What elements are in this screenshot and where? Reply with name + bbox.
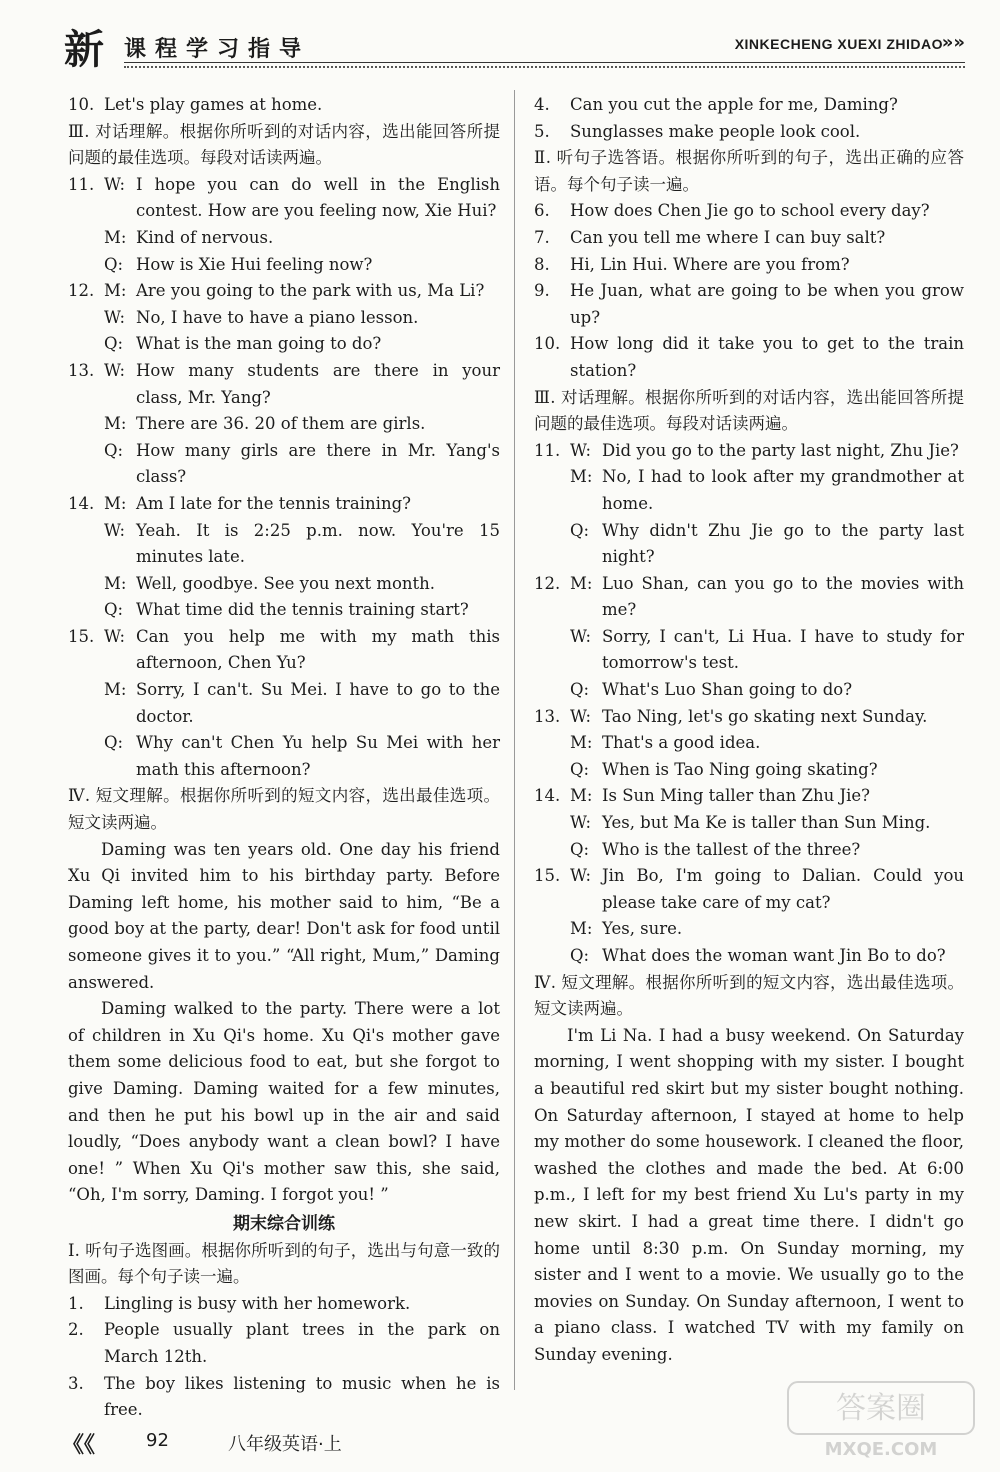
watermark-text: MXQE.COM [824,1439,938,1460]
item-number [68,305,104,332]
item-number [68,225,104,252]
section-instruction: Ⅰ. 听句子选图画。根据你所听到的句子，选出与句意一致的图画。每个句子读一遍。 [68,1240,500,1287]
left-column [68,92,500,1424]
line-text: Hi, Lin Hui. Where are you from? [570,254,850,274]
line-text: What does the woman want Jin Bo to do? [602,946,946,965]
line-text: Who is the tallest of the three? [602,839,861,859]
item-number [68,518,104,571]
speaker-label: M: [104,493,127,513]
speaker-label: W: [104,307,126,327]
dialog-line [534,704,964,731]
dialog-line [68,225,500,252]
dialog-line [68,677,500,730]
item-number [534,624,570,677]
item-number: 3. [68,1373,84,1393]
speaker-label: W: [104,174,126,194]
dialog-line [68,331,500,358]
line-text: Can you tell me where I can buy salt? [570,227,886,247]
speaker-label: W: [570,866,592,886]
footer-grade: 八年级英语·上 [228,1434,342,1455]
speaker-label: M: [104,227,127,247]
question-line [68,1317,500,1370]
item-number: 11. [68,174,95,194]
question-line [68,1291,500,1318]
dialog-line [534,571,964,624]
line-text: Why can't Chen Yu help Su Mei with her math this afternoon? [136,733,500,779]
dialog-line [534,624,964,677]
line-text: No, I have to have a piano lesson. [136,307,419,327]
speaker-label: W: [570,706,592,726]
dialog-line [534,943,964,970]
dialog-line [534,677,964,704]
item-number [534,837,570,864]
line-text: No, I had to look after my grandmother at home. [602,467,964,513]
line-text: Luo Shan, can you go to the movies with me? [602,573,964,620]
item-number: 11. [534,440,561,460]
item-number [534,730,570,757]
item-number: 10. [534,334,561,354]
speaker-label: W: [570,440,592,460]
line-text: How many students are there in your class, Mr. Yang? [136,360,500,407]
line-text: Let's play games at home. [104,95,323,114]
section-instruction: Ⅲ. 对话理解。根据你所听到的对话内容，选出能回答所提问题的最佳选项。每段对话读两遍。 [68,121,500,168]
section-instruction: Ⅳ. 短文理解。根据你所听到的短文内容，选出最佳选项。短文读两遍。 [534,972,964,1019]
item-number: 1. [68,1293,84,1313]
question-line [534,198,964,225]
question-line [534,225,964,252]
line-text: Am I late for the tennis training? [136,493,411,513]
dialog-line [534,464,964,517]
page-header [60,27,965,73]
dialog-line [68,730,500,783]
item-number [68,331,104,358]
line-text: What is the man going to do? [136,334,382,354]
item-number: 4. [534,95,550,114]
item-number [68,730,104,783]
speaker-label: Q: [570,839,590,859]
line-text: Are you going to the park with us, Ma Li? [136,281,485,301]
line-text: Lingling is busy with her homework. [104,1293,411,1313]
item-number: 8. [534,254,550,274]
speaker-label: M: [570,919,593,939]
speaker-label: M: [570,786,593,806]
speaker-label: M: [570,733,593,753]
dialog-line [68,571,500,598]
item-number: 7. [534,227,550,247]
item-number: 12. [68,281,95,301]
item-number: 15. [68,626,95,646]
speaker-label: Q: [570,520,590,540]
watermark-logo [786,1380,976,1460]
item-number [534,518,570,571]
item-number: 13. [68,360,95,380]
passage-paragraph: I'm Li Na. I had a busy weekend. On Saturday morning, I went shopping with my sister. I bought a beautiful red skirt but my sister bought nothing. On Saturday afternoon, I stayed at home to help my mother do some housework. I cleaned the floor, washed the clothes and made the bed. At 6:00 p.m., I left for my best friend Xu Lu's party in my new skirt. I had a great time there. I didn't go home until 8:30 p.m. On Sunday morning, my sister and I went to a movie. We usually go to the movies on Sunday. On Sunday afternoon, I went to a piano class. I watched TV with my family on Sunday evening. [534,1025,964,1364]
dialog-line [68,252,500,279]
speaker-label: M: [570,467,593,487]
line-text: Did you go to the party last night, Zhu Jie? [602,440,959,460]
dialog-line [68,624,500,677]
speaker-label: Q: [104,440,124,460]
section-heading: 期末综合训练 [233,1213,335,1234]
section-instruction: Ⅲ. 对话理解。根据你所听到的对话内容，选出能回答所提问题的最佳选项。每段对话读两遍。 [534,387,964,434]
speaker-label: M: [104,281,127,301]
line-text: What time did the tennis training start? [136,600,469,620]
line-text: Yes, but Ma Ke is taller than Sun Ming. [602,813,931,833]
header-arrows: »» [941,32,965,53]
question-line [68,92,500,119]
item-number: 13. [534,706,561,726]
section-instruction: Ⅳ. 短文理解。根据你所听到的短文内容，选出最佳选项。短文读两遍。 [68,786,500,833]
line-text: Is Sun Ming taller than Zhu Jie? [602,786,870,806]
line-text: How does Chen Jie go to school every day? [570,201,930,221]
section-instruction: Ⅱ. 听句子选答语。根据你所听到的句子，选出正确的应答语。每个句子读一遍。 [534,148,964,194]
item-number: 5. [534,121,550,141]
line-text: I hope you can do well in the English contest. How are you feeling now, Xie Hui? [136,174,500,221]
header-logo: 新 [64,27,104,73]
question-line [534,278,964,331]
speaker-label: W: [104,520,126,540]
line-text: How is Xie Hui feeling now? [136,254,373,274]
item-number [534,916,570,943]
dialog-line [68,597,500,624]
item-number [534,757,570,784]
question-line [534,252,964,279]
speaker-label: Q: [104,254,124,274]
speaker-label: W: [570,626,592,646]
passage-paragraph: Daming was ten years old. One day his friend Xu Qi invited him to his birthday party. Before Daming left home, his mother said to him, “Be a good boy at the party, dear! Don't ask for food until someone gives it to you.” “All right, Mum,” Daming answered. [68,839,500,992]
dialog-line [68,518,500,571]
dialog-line [68,305,500,332]
item-number [534,677,570,704]
item-number: 9. [534,281,550,301]
dialog-line [68,411,500,438]
item-number [68,411,104,438]
line-text: He Juan, what are going to be when you grow up? [570,281,964,327]
line-text: Sorry, I can't, Li Hua. I have to study for tomorrow's test. [602,626,964,673]
item-number: 14. [534,786,561,806]
question-line [534,331,964,384]
line-text: There are 36. 20 of them are girls. [136,414,426,434]
item-number: 14. [68,493,95,513]
column-divider [514,90,515,1390]
dialog-line [534,863,964,916]
item-number: 10. [68,95,95,114]
item-number: 12. [534,573,561,593]
item-number [68,677,104,730]
question-line [534,119,964,146]
line-text: Yeah. It is 2:25 p.m. now. You're 15 minutes late. [136,520,500,567]
header-rule [124,62,965,63]
speaker-label: Q: [104,334,124,354]
dialog-line [68,358,500,411]
dialog-line [534,730,964,757]
line-text: Sorry, I can't. Su Mei. I have to go to the doctor. [136,680,500,726]
line-text: Yes, sure. [602,919,683,939]
item-number [68,438,104,491]
page-footer [62,1428,462,1458]
dialog-line [68,491,500,518]
dialog-line [68,278,500,305]
item-number [68,252,104,279]
line-text: Can you cut the apple for me, Daming? [570,95,898,114]
question-line [534,92,964,119]
speaker-label: Q: [570,680,590,700]
line-text: Kind of nervous. [136,227,274,247]
page-number: 92 [146,1430,169,1451]
dialog-line [534,757,964,784]
dialog-line [534,783,964,810]
line-text: That's a good idea. [602,733,761,753]
item-number: 15. [534,866,561,886]
speaker-label: M: [104,414,127,434]
right-column [534,92,964,1369]
speaker-label: W: [104,626,126,646]
item-number [68,571,104,598]
dialog-line [534,837,964,864]
speaker-label: Q: [570,946,590,965]
speaker-label: Q: [570,759,590,779]
dialog-line [534,916,964,943]
item-number: 2. [68,1320,84,1340]
line-text: Well, goodbye. See you next month. [136,573,436,593]
line-text: Jin Bo, I'm going to Dalian. Could you please take care of my cat? [602,866,964,912]
dialog-line [534,438,964,465]
watermark-chars: 答案圈 [836,1391,926,1426]
item-number [68,597,104,624]
line-text: Why didn't Zhu Jie go to the party last night? [602,520,964,567]
passage-paragraph: Daming walked to the party. There were a lot of children in Xu Qi's home. Xu Qi's mother gave them some delicious food to eat, but she forgot to give Daming. Daming waited for a few minutes, and then he put his bowl up in the air and said loudly, “Does anybody want a clean bowl? I have one! ” When Xu Qi's mother saw this, she said, “Oh, I'm sorry, Daming. I forgot you! ” [68,999,500,1205]
speaker-label: M: [104,680,127,700]
header-title: 课程学习指导 [124,37,311,62]
line-text: When is Tao Ning going skating? [602,759,878,779]
speaker-label: M: [570,573,593,593]
line-text: How many girls are there in Mr. Yang's class? [136,440,500,487]
speaker-label: Q: [104,733,124,753]
dialog-line [68,438,500,491]
footer-chevron-icon: 《《 [62,1433,96,1458]
line-text: How long did it take you to get to the train station? [570,334,964,380]
item-number [534,464,570,517]
speaker-label: W: [104,360,126,380]
header-dotted-rule [124,66,965,68]
question-line [68,1371,500,1424]
header-pinyin: XINKECHENG XUEXI ZHIDAO [734,36,943,52]
line-text: What's Luo Shan going to do? [602,680,853,700]
dialog-line [534,810,964,837]
dialog-line [68,172,500,225]
line-text: Tao Ning, let's go skating next Sunday. [602,706,928,726]
dialog-line [534,518,964,571]
item-number [534,810,570,837]
speaker-label: W: [570,813,592,833]
line-text: The boy likes listening to music when he is free. [104,1373,500,1420]
speaker-label: Q: [104,600,124,620]
line-text: Sunglasses make people look cool. [570,121,861,141]
item-number: 6. [534,201,550,221]
item-number [534,943,570,970]
line-text: People usually plant trees in the park on March 12th. [104,1320,500,1366]
line-text: Can you help me with my math this afternoon, Chen Yu? [136,626,500,673]
speaker-label: M: [104,573,127,593]
